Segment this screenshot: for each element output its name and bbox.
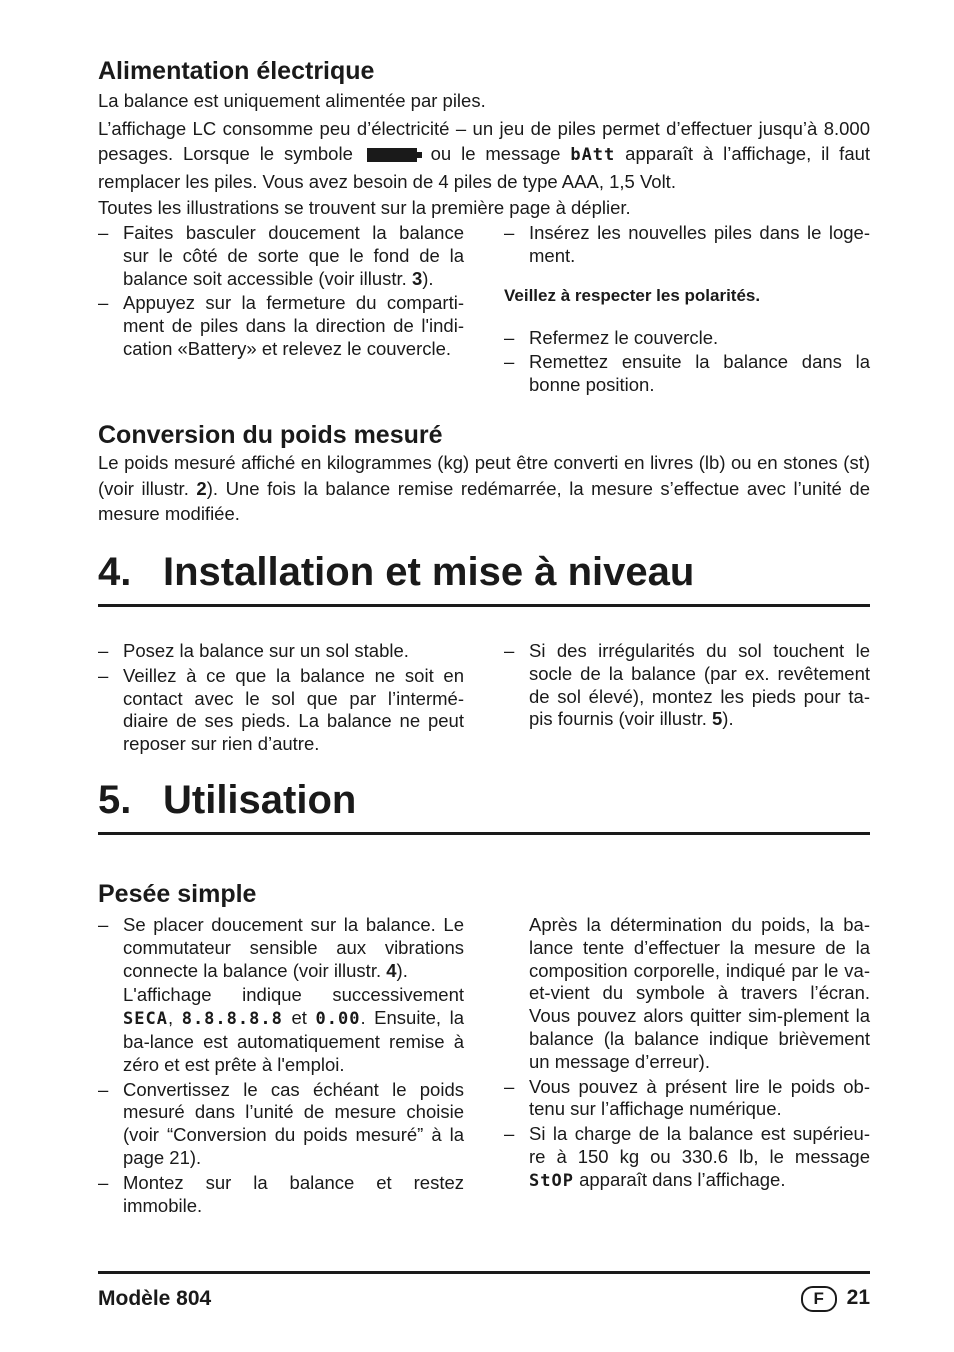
- section-5-right-list: [504, 1076, 870, 1193]
- page-number: 21: [846, 1286, 870, 1309]
- list-item: – Veillez à ce que la balance ne soit en contact avec le sol que par l’intermé-diaire de ses pieds. La balance ne peut reposer sur rien d’autre.: [98, 665, 464, 756]
- lcd-batt: bAtt: [570, 145, 616, 165]
- power-section: [98, 56, 870, 221]
- list-item: – Montez sur la balance et restez immobile.: [98, 1172, 464, 1218]
- power-columns: [98, 222, 870, 399]
- lcd-test: 8.8.8.8.8: [181, 1009, 283, 1030]
- section-4-title: 4. Installation et mise à niveau: [98, 548, 870, 607]
- section-4-left-list: [98, 640, 464, 756]
- list-item: – Convertissez le cas échéant le poids mesuré dans l’unité de mesure choisie (voir “Conversion du poids mesuré” à la page 21).: [98, 1079, 464, 1170]
- power-right-column: [504, 222, 870, 399]
- section-4-right-list: [504, 640, 870, 731]
- battery-icon: [367, 148, 417, 162]
- section-4-columns: [98, 640, 870, 758]
- list-item: – Vous pouvez à présent lire le poids ob-tenu sur l’affichage numérique.: [504, 1076, 870, 1122]
- list-item: – Si des irrégularités du sol touchent le socle de la balance (par ex. revêtement de sol élevé), montez les pieds pour ta-pis fournis (voir illustr. 5).: [504, 640, 870, 731]
- section-4-right: [504, 640, 870, 758]
- list-item: – Se placer doucement sur la balance. Le commutateur sensible aux vibrations connecte la balance (voir illustr. 4).: [98, 914, 464, 982]
- language-badge: F: [801, 1286, 837, 1312]
- list-item: – Remettez ensuite la balance dans la bonne position.: [504, 351, 870, 397]
- conversion-text: Le poids mesuré affiché en kilogrammes (kg) peut être converti en livres (lb) ou en stones (st) (voir illustr. 2). Une fois la balance remise redémarrée, la mesure s’effectue avec l’unité de mesure modifiée.: [98, 452, 870, 524]
- display-sequence: L'affichage indique successivement SECA, 8.8.8.8.8 et 0.00. Ensuite, la ba-lance est automatiquement remise à zéro et est prête à l'emploi.: [123, 984, 465, 1075]
- lcd-seca: SECA: [123, 1009, 168, 1030]
- section-5-left: [98, 914, 464, 1219]
- list-item: – Si la charge de la balance est supérieu-re à 150 kg ou 330.6 lb, le message StOP apparaît dans l’affichage.: [504, 1123, 870, 1192]
- page-number-group: [801, 1286, 870, 1312]
- lcd-zero: 0.00: [315, 1009, 361, 1030]
- conversion-heading: Conversion du poids mesuré: [98, 421, 443, 449]
- power-left-list: [98, 222, 464, 361]
- footer-rule: [98, 1271, 870, 1274]
- lcd-stop: StOP: [529, 1170, 574, 1191]
- list-item: – Refermez le couvercle.: [504, 327, 870, 350]
- polarity-note: Veillez à respecter les polarités.: [504, 285, 761, 305]
- power-paragraph: L’affichage LC consomme peu d’électricité – un jeu de piles permet d’effectuer jusqu’à 8.000 pesages. Lorsque le symbole ou le message bAtt apparaît à l’affichage, il faut remplacer les piles. Vous avez besoin de 4 piles de type AAA, 1,5 Volt.: [98, 117, 871, 192]
- list-item: – Posez la balance sur un sol stable.: [98, 640, 464, 663]
- power-heading: Alimentation électrique: [98, 57, 375, 85]
- section-5-left-list: [98, 914, 464, 982]
- pesee-simple-heading: Pesée simple: [98, 880, 257, 908]
- section-4-left: [98, 640, 464, 758]
- power-intro: La balance est uniquement alimentée par piles.: [98, 90, 486, 111]
- section-5-title: 5. Utilisation: [98, 776, 870, 835]
- conversion-section: [98, 420, 870, 527]
- list-item: – Appuyez sur la fermeture du comparti-ment de piles dans la direction de l'indi-cation «Battery» et relevez le couvercle.: [98, 292, 464, 360]
- power-right-list: [504, 222, 870, 268]
- section-5-right: [504, 914, 870, 1219]
- list-item: – Faites basculer doucement la balance sur le côté de sorte que le fond de la balance soit accessible (voir illustr. 3).: [98, 222, 464, 290]
- power-left-column: [98, 222, 464, 399]
- model-name: Modèle 804: [98, 1287, 212, 1310]
- section-5-columns: [98, 914, 870, 1219]
- power-right-list-2: [504, 327, 870, 397]
- section-5-left-list-2: [98, 1079, 464, 1218]
- footer: [98, 1286, 870, 1312]
- body-composition-text: Après la détermination du poids, la ba-lance tente d’effectuer la mesure de la composition corporelle, indiqué par le va-et-vient du symbole à travers l’écran. Vous pouvez alors quitter sim-plement la balance (la balance indique brièvement un message d’erreur).: [529, 914, 870, 1072]
- illustrations-note: Toutes les illustrations se trouvent sur la première page à déplier.: [98, 197, 631, 218]
- list-item: – Insérez les nouvelles piles dans le loge-ment.: [504, 222, 870, 268]
